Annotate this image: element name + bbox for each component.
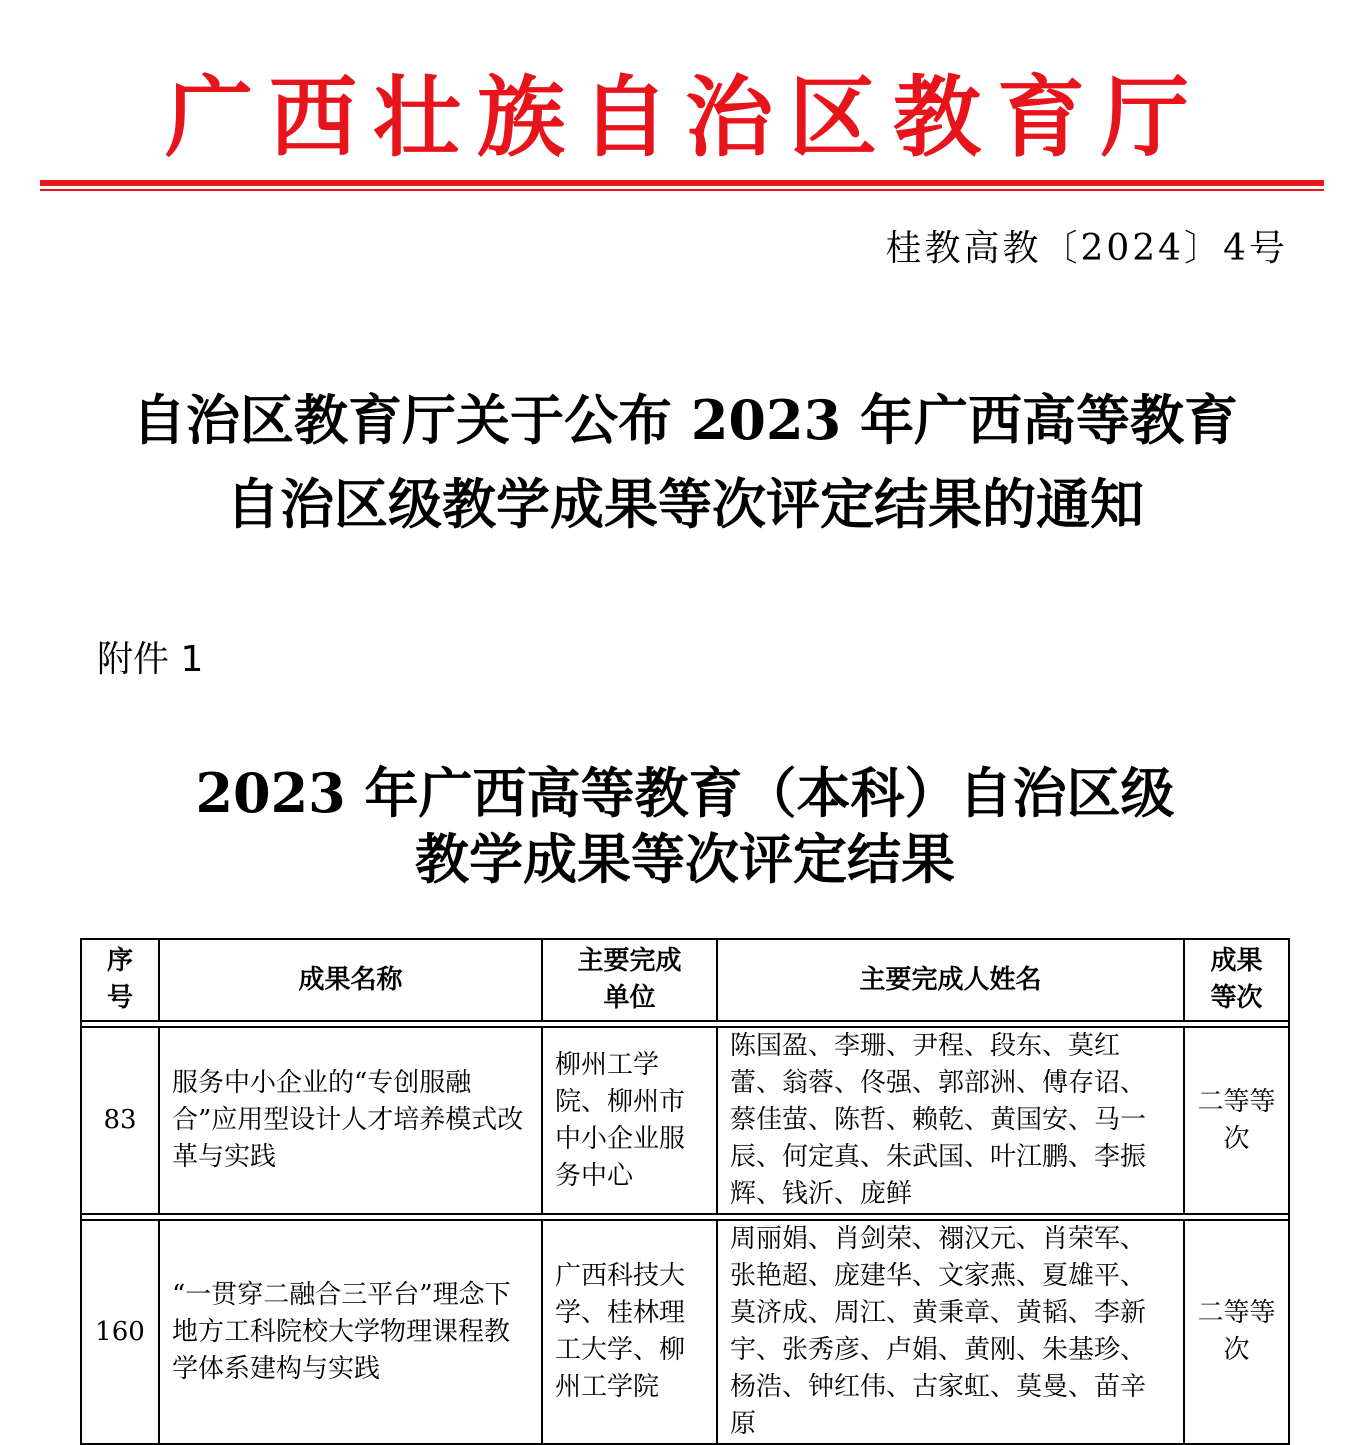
notice-title-line1: 自治区教育厅关于公布 2023 年广西高等教育 — [132, 388, 1238, 452]
result-title — [0, 760, 1370, 892]
cell-people: 陈国盈、李珊、尹程、段东、莫红蕾、翁蓉、佟强、郭部洲、傅存诏、蔡佳萤、陈哲、赖乾、黄国安、马一辰、何定真、朱武国、叶江鹏、李振辉、钱沂、庞鲜 — [717, 1027, 1184, 1214]
cell-unit: 柳州工学院、柳州市中小企业服务中心 — [542, 1027, 717, 1214]
results-table — [80, 938, 1290, 1445]
header-no: 序号 — [81, 939, 159, 1021]
header-unit: 主要完成单位 — [542, 939, 717, 1021]
table-row — [81, 1027, 1289, 1214]
result-title-line2: 教学成果等次评定结果 — [415, 827, 955, 891]
red-divider-thin — [40, 189, 1324, 191]
cell-name: 服务中小企业的“专创服融合”应用型设计人才培养模式改革与实践 — [159, 1027, 542, 1214]
notice-title — [0, 378, 1370, 546]
cell-name: “一贯穿二融合三平台”理念下地方工科院校大学物理课程教学体系建构与实践 — [159, 1220, 542, 1444]
cell-people: 周丽娟、肖剑荣、禤汉元、肖荣军、张艳超、庞建华、文家燕、夏雄平、莫济成、周江、黄秉章、黄韬、李新宇、张秀彦、卢娟、黄刚、朱基珍、杨浩、钟红伟、古家虹、莫曼、苗辛原 — [717, 1220, 1184, 1444]
result-title-line1: 2023 年广西高等教育（本科）自治区级 — [195, 761, 1175, 825]
table-row — [81, 1220, 1289, 1444]
cell-grade: 二等等次 — [1184, 1027, 1289, 1214]
header-name: 成果名称 — [159, 939, 542, 1021]
red-divider-thick — [40, 180, 1324, 186]
document-number: 桂教高教〔2024〕4号 — [885, 228, 1288, 269]
table-header-row — [81, 939, 1289, 1021]
header-people: 主要完成人姓名 — [717, 939, 1184, 1021]
header-grade: 成果等次 — [1184, 939, 1289, 1021]
attachment-label: 附件 1 — [97, 639, 204, 680]
notice-title-line2: 自治区级教学成果等次评定结果的通知 — [226, 472, 1144, 536]
cell-no: 160 — [81, 1220, 159, 1444]
cell-grade: 二等等次 — [1184, 1220, 1289, 1444]
cell-no: 83 — [81, 1027, 159, 1214]
cell-unit: 广西科技大学、桂林理工大学、柳州工学院 — [542, 1220, 717, 1444]
masthead-title: 广西壮族自治区教育厅 — [164, 65, 1205, 169]
